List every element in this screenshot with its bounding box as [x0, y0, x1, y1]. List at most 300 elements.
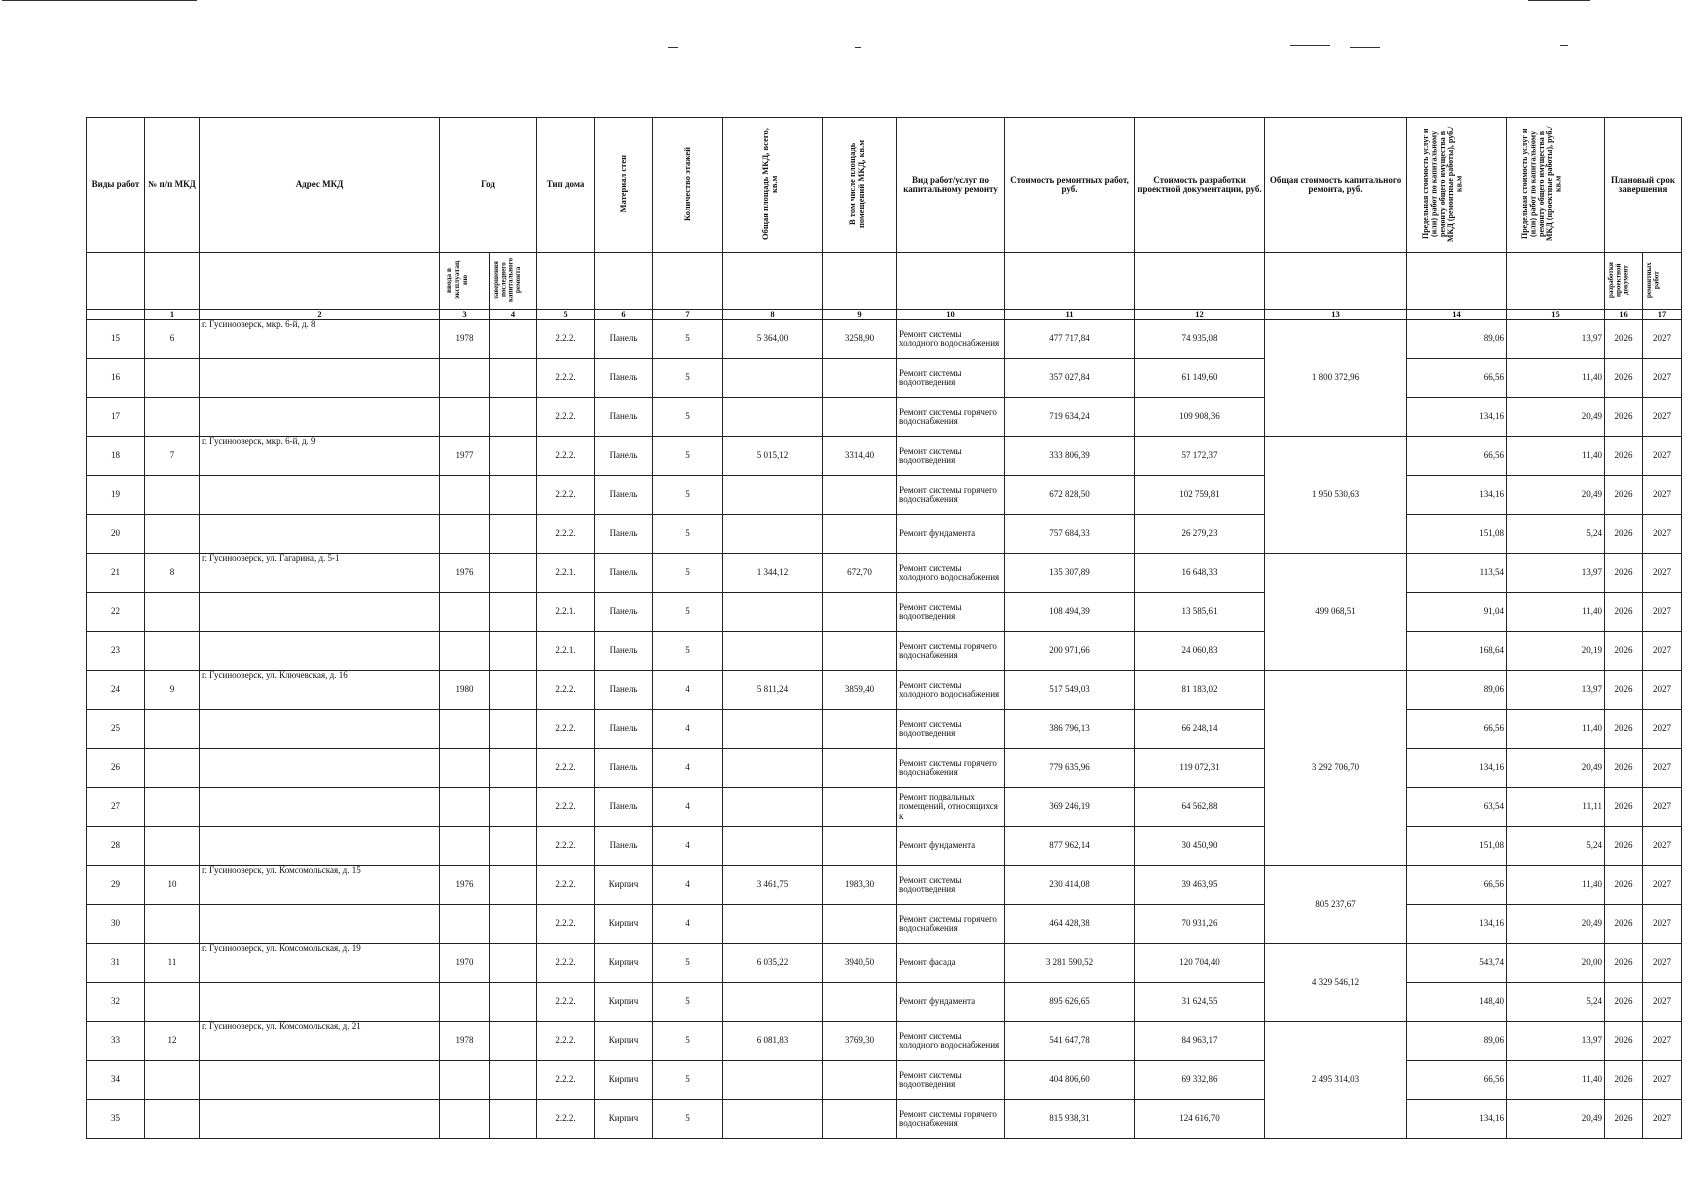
- limit-cost-design-cell: 5,24: [1507, 827, 1605, 866]
- row-number-cell: 35: [87, 1100, 145, 1139]
- wall-material-cell: Панель: [595, 359, 653, 398]
- capital-repair-table: [86, 117, 1682, 1139]
- plan-repair-year-cell: 2027: [1643, 1061, 1682, 1100]
- limit-cost-repair-cell: 134,16: [1407, 398, 1507, 437]
- table-row: [87, 983, 1682, 1022]
- limit-cost-repair-cell: 91,04: [1407, 593, 1507, 632]
- total-area-cell: 6 081,83: [723, 1022, 823, 1061]
- table-row: [87, 905, 1682, 944]
- design-cost-cell: 31 624,55: [1135, 983, 1265, 1022]
- design-cost-cell: 13 585,61: [1135, 593, 1265, 632]
- plan-design-year-cell: 2026: [1605, 944, 1643, 983]
- year-commission-cell: [440, 983, 490, 1022]
- plan-design-year-cell: 2026: [1605, 359, 1643, 398]
- total-area-cell: [723, 1061, 823, 1100]
- limit-cost-repair-cell: 66,56: [1407, 359, 1507, 398]
- mkd-number-cell: 11: [145, 944, 200, 983]
- mkd-number-cell: [145, 1061, 200, 1100]
- design-cost-cell: 57 172,37: [1135, 437, 1265, 476]
- year-last-repair-cell: [490, 671, 537, 710]
- design-cost-cell: 120 704,40: [1135, 944, 1265, 983]
- room-area-cell: [823, 359, 897, 398]
- column-number: [87, 310, 145, 320]
- column-number: 3: [440, 310, 490, 320]
- repair-cost-cell: 369 246,19: [1005, 788, 1135, 827]
- plan-design-year-cell: 2026: [1605, 1022, 1643, 1061]
- year-commission-cell: [440, 359, 490, 398]
- limit-cost-repair-cell: 134,16: [1407, 1100, 1507, 1139]
- room-area-cell: 3769,30: [823, 1022, 897, 1061]
- plan-repair-year-cell: 2027: [1643, 866, 1682, 905]
- floors-cell: 5: [653, 398, 723, 437]
- repair-cost-cell: 895 626,65: [1005, 983, 1135, 1022]
- limit-cost-design-cell: 13,97: [1507, 320, 1605, 359]
- repair-cost-cell: 672 828,50: [1005, 476, 1135, 515]
- room-area-cell: [823, 905, 897, 944]
- limit-cost-repair-cell: 148,40: [1407, 983, 1507, 1022]
- wall-material-cell: Кирпич: [595, 905, 653, 944]
- year-last-repair-cell: [490, 1061, 537, 1100]
- table-row: [87, 359, 1682, 398]
- house-type-cell: 2.2.2.: [537, 320, 595, 359]
- wall-material-cell: Панель: [595, 788, 653, 827]
- table-row: [87, 437, 1682, 476]
- floors-cell: 4: [653, 671, 723, 710]
- header-year-commission: ввода в эксплуатац ию: [440, 253, 490, 310]
- room-area-cell: [823, 593, 897, 632]
- address-cell: [200, 1061, 440, 1100]
- wall-material-cell: Кирпич: [595, 1061, 653, 1100]
- house-type-cell: 2.2.2.: [537, 398, 595, 437]
- house-type-cell: 2.2.2.: [537, 1022, 595, 1061]
- column-number: 6: [595, 310, 653, 320]
- address-cell: [200, 905, 440, 944]
- design-cost-cell: 66 248,14: [1135, 710, 1265, 749]
- house-type-cell: 2.2.2.: [537, 1061, 595, 1100]
- room-area-cell: [823, 515, 897, 554]
- total-area-cell: [723, 710, 823, 749]
- row-number-cell: 22: [87, 593, 145, 632]
- repair-cost-cell: 815 938,31: [1005, 1100, 1135, 1139]
- wall-material-cell: Панель: [595, 671, 653, 710]
- room-area-cell: [823, 476, 897, 515]
- table-row: [87, 1100, 1682, 1139]
- plan-repair-year-cell: 2027: [1643, 554, 1682, 593]
- header-plan-term: Плановый срок завершения: [1605, 118, 1682, 253]
- year-last-repair-cell: [490, 866, 537, 905]
- floors-cell: 5: [653, 1100, 723, 1139]
- wall-material-cell: Панель: [595, 749, 653, 788]
- design-cost-cell: 16 648,33: [1135, 554, 1265, 593]
- plan-repair-year-cell: 2027: [1643, 749, 1682, 788]
- year-last-repair-cell: [490, 905, 537, 944]
- table-row: [87, 554, 1682, 593]
- column-number: 4: [490, 310, 537, 320]
- limit-cost-repair-cell: 63,54: [1407, 788, 1507, 827]
- floors-cell: 5: [653, 476, 723, 515]
- repair-cost-cell: 464 428,38: [1005, 905, 1135, 944]
- row-number-cell: 30: [87, 905, 145, 944]
- plan-repair-year-cell: 2027: [1643, 1100, 1682, 1139]
- table-row: [87, 749, 1682, 788]
- limit-cost-design-cell: 5,24: [1507, 515, 1605, 554]
- design-cost-cell: 109 908,36: [1135, 398, 1265, 437]
- design-cost-cell: 61 149,60: [1135, 359, 1265, 398]
- address-cell: г. Гусиноозерск, ул. Комсомольская, д. 19: [200, 944, 440, 983]
- mkd-number-cell: 9: [145, 671, 200, 710]
- header-total-cost: Общая стоимость капитального ремонта, руб.: [1265, 118, 1407, 253]
- wall-material-cell: Панель: [595, 437, 653, 476]
- total-area-cell: [723, 788, 823, 827]
- table-row: [87, 515, 1682, 554]
- limit-cost-design-cell: 20,19: [1507, 632, 1605, 671]
- limit-cost-design-cell: 20,49: [1507, 905, 1605, 944]
- mkd-number-cell: [145, 476, 200, 515]
- limit-cost-repair-cell: 151,08: [1407, 827, 1507, 866]
- scan-top-marks: [0, 0, 1698, 60]
- house-type-cell: 2.2.2.: [537, 359, 595, 398]
- table-row: [87, 1022, 1682, 1061]
- repair-cost-cell: 108 494,39: [1005, 593, 1135, 632]
- work-type-cell: Ремонт системы холодного водоснабжения: [897, 320, 1005, 359]
- house-type-cell: 2.2.2.: [537, 749, 595, 788]
- work-type-cell: Ремонт фундамента: [897, 983, 1005, 1022]
- design-cost-cell: 69 332,86: [1135, 1061, 1265, 1100]
- wall-material-cell: Кирпич: [595, 944, 653, 983]
- column-number: 12: [1135, 310, 1265, 320]
- column-number: 16: [1605, 310, 1643, 320]
- house-type-cell: 2.2.2.: [537, 866, 595, 905]
- table-row: [87, 827, 1682, 866]
- year-commission-cell: 1976: [440, 554, 490, 593]
- total-area-cell: 3 461,75: [723, 866, 823, 905]
- total-area-cell: [723, 1100, 823, 1139]
- year-last-repair-cell: [490, 632, 537, 671]
- room-area-cell: 3940,50: [823, 944, 897, 983]
- limit-cost-design-cell: 13,97: [1507, 671, 1605, 710]
- wall-material-cell: Кирпич: [595, 983, 653, 1022]
- work-type-cell: Ремонт системы горячего водоснабжения: [897, 1100, 1005, 1139]
- room-area-cell: [823, 1061, 897, 1100]
- floors-cell: 4: [653, 749, 723, 788]
- year-last-repair-cell: [490, 398, 537, 437]
- plan-design-year-cell: 2026: [1605, 827, 1643, 866]
- year-commission-cell: 1980: [440, 671, 490, 710]
- column-number: 14: [1407, 310, 1507, 320]
- plan-design-year-cell: 2026: [1605, 983, 1643, 1022]
- house-type-cell: 2.2.2.: [537, 1100, 595, 1139]
- header-plan-repair: ремонтных работ: [1643, 253, 1682, 310]
- repair-cost-cell: 877 962,14: [1005, 827, 1135, 866]
- mkd-number-cell: [145, 749, 200, 788]
- room-area-cell: 672,70: [823, 554, 897, 593]
- plan-repair-year-cell: 2027: [1643, 476, 1682, 515]
- header-total-area: Общая площадь МКД, всего, кв.м: [723, 118, 823, 253]
- floors-cell: 5: [653, 515, 723, 554]
- table-row: [87, 593, 1682, 632]
- total-area-cell: [723, 905, 823, 944]
- row-number-cell: 23: [87, 632, 145, 671]
- design-cost-cell: 119 072,31: [1135, 749, 1265, 788]
- table-row: [87, 398, 1682, 437]
- table-row: [87, 320, 1682, 359]
- header-limit-cost-design: Предельная стоимость услуг и (или) работ по капитальному ремонту общего имущества в МКД (проектные работы), руб./кв.м: [1507, 118, 1605, 253]
- limit-cost-repair-cell: 168,64: [1407, 632, 1507, 671]
- total-area-cell: [723, 983, 823, 1022]
- plan-design-year-cell: 2026: [1605, 515, 1643, 554]
- room-area-cell: [823, 788, 897, 827]
- plan-design-year-cell: 2026: [1605, 437, 1643, 476]
- address-cell: г. Гусиноозерск, ул. Гагарина, д. 5-1: [200, 554, 440, 593]
- table-body: [87, 320, 1682, 1139]
- total-area-cell: [723, 749, 823, 788]
- row-number-cell: 29: [87, 866, 145, 905]
- year-commission-cell: [440, 593, 490, 632]
- floors-cell: 5: [653, 554, 723, 593]
- design-cost-cell: 124 616,70: [1135, 1100, 1265, 1139]
- plan-repair-year-cell: 2027: [1643, 320, 1682, 359]
- plan-repair-year-cell: 2027: [1643, 788, 1682, 827]
- plan-design-year-cell: 2026: [1605, 1100, 1643, 1139]
- year-commission-cell: [440, 710, 490, 749]
- year-commission-cell: [440, 1100, 490, 1139]
- limit-cost-repair-cell: 66,56: [1407, 710, 1507, 749]
- table-row: [87, 710, 1682, 749]
- house-type-cell: 2.2.2.: [537, 710, 595, 749]
- row-number-cell: 31: [87, 944, 145, 983]
- room-area-cell: [823, 983, 897, 1022]
- work-type-cell: Ремонт системы горячего водоснабжения: [897, 632, 1005, 671]
- mkd-number-cell: [145, 359, 200, 398]
- floors-cell: 5: [653, 944, 723, 983]
- work-type-cell: Ремонт системы водоотведения: [897, 437, 1005, 476]
- work-type-cell: Ремонт фундамента: [897, 827, 1005, 866]
- plan-design-year-cell: 2026: [1605, 866, 1643, 905]
- total-area-cell: [723, 632, 823, 671]
- mkd-number-cell: 12: [145, 1022, 200, 1061]
- year-commission-cell: 1970: [440, 944, 490, 983]
- row-number-cell: 17: [87, 398, 145, 437]
- plan-design-year-cell: 2026: [1605, 554, 1643, 593]
- mkd-number-cell: [145, 632, 200, 671]
- room-area-cell: [823, 827, 897, 866]
- plan-repair-year-cell: 2027: [1643, 905, 1682, 944]
- address-cell: [200, 749, 440, 788]
- repair-cost-cell: 230 414,08: [1005, 866, 1135, 905]
- column-numbers-row: [87, 310, 1682, 320]
- house-type-cell: 2.2.2.: [537, 671, 595, 710]
- repair-cost-cell: 719 634,24: [1005, 398, 1135, 437]
- plan-repair-year-cell: 2027: [1643, 359, 1682, 398]
- limit-cost-design-cell: 20,49: [1507, 476, 1605, 515]
- table-row: [87, 866, 1682, 905]
- repair-cost-cell: 135 307,89: [1005, 554, 1135, 593]
- mkd-number-cell: [145, 905, 200, 944]
- column-number: 11: [1005, 310, 1135, 320]
- limit-cost-repair-cell: 134,16: [1407, 749, 1507, 788]
- header-year: Год: [440, 118, 537, 253]
- plan-repair-year-cell: 2027: [1643, 983, 1682, 1022]
- room-area-cell: 3258,90: [823, 320, 897, 359]
- house-type-cell: 2.2.2.: [537, 788, 595, 827]
- work-type-cell: Ремонт системы водоотведения: [897, 593, 1005, 632]
- table-row: [87, 476, 1682, 515]
- row-number-cell: 28: [87, 827, 145, 866]
- design-cost-cell: 84 963,17: [1135, 1022, 1265, 1061]
- limit-cost-repair-cell: 151,08: [1407, 515, 1507, 554]
- house-type-cell: 2.2.2.: [537, 827, 595, 866]
- floors-cell: 5: [653, 320, 723, 359]
- limit-cost-design-cell: 11,40: [1507, 1061, 1605, 1100]
- header-plan-design: разработки проектной документ: [1605, 253, 1643, 310]
- year-last-repair-cell: [490, 554, 537, 593]
- total-area-cell: [723, 593, 823, 632]
- header-year-last-repair: завершения последнего капитального ремонта: [490, 253, 537, 310]
- year-last-repair-cell: [490, 1100, 537, 1139]
- year-last-repair-cell: [490, 359, 537, 398]
- wall-material-cell: Панель: [595, 593, 653, 632]
- floors-cell: 4: [653, 788, 723, 827]
- address-cell: [200, 515, 440, 554]
- wall-material-cell: Кирпич: [595, 1100, 653, 1139]
- year-last-repair-cell: [490, 983, 537, 1022]
- plan-repair-year-cell: 2027: [1643, 671, 1682, 710]
- address-cell: г. Гусиноозерск, ул. Комсомольская, д. 21: [200, 1022, 440, 1061]
- plan-repair-year-cell: 2027: [1643, 944, 1682, 983]
- work-type-cell: Ремонт фундамента: [897, 515, 1005, 554]
- table-row: [87, 944, 1682, 983]
- address-cell: [200, 359, 440, 398]
- row-number-cell: 33: [87, 1022, 145, 1061]
- room-area-cell: [823, 710, 897, 749]
- house-type-cell: 2.2.2.: [537, 983, 595, 1022]
- mkd-number-cell: [145, 710, 200, 749]
- mkd-number-cell: 7: [145, 437, 200, 476]
- limit-cost-repair-cell: 543,74: [1407, 944, 1507, 983]
- total-area-cell: 5 364,00: [723, 320, 823, 359]
- plan-repair-year-cell: 2027: [1643, 827, 1682, 866]
- floors-cell: 4: [653, 710, 723, 749]
- year-commission-cell: [440, 749, 490, 788]
- year-last-repair-cell: [490, 749, 537, 788]
- plan-design-year-cell: 2026: [1605, 320, 1643, 359]
- design-cost-cell: 70 931,26: [1135, 905, 1265, 944]
- column-number: 7: [653, 310, 723, 320]
- mkd-number-cell: 6: [145, 320, 200, 359]
- wall-material-cell: Панель: [595, 710, 653, 749]
- table-row: [87, 788, 1682, 827]
- repair-cost-cell: 757 684,33: [1005, 515, 1135, 554]
- row-number-cell: 27: [87, 788, 145, 827]
- header-address: Адрес МКД: [200, 118, 440, 253]
- mkd-number-cell: [145, 1100, 200, 1139]
- table-row: [87, 632, 1682, 671]
- year-last-repair-cell: [490, 320, 537, 359]
- year-commission-cell: [440, 398, 490, 437]
- limit-cost-repair-cell: 134,16: [1407, 905, 1507, 944]
- address-cell: [200, 983, 440, 1022]
- column-number: 9: [823, 310, 897, 320]
- total-cost-cell: 1 800 372,96: [1265, 320, 1407, 437]
- year-commission-cell: [440, 905, 490, 944]
- year-commission-cell: 1977: [440, 437, 490, 476]
- column-number: 8: [723, 310, 823, 320]
- address-cell: [200, 476, 440, 515]
- year-last-repair-cell: [490, 827, 537, 866]
- room-area-cell: 3314,40: [823, 437, 897, 476]
- total-cost-cell: 805 237,67: [1265, 866, 1407, 944]
- header-repair-cost: Стоимость ремонтных работ, руб.: [1005, 118, 1135, 253]
- mkd-number-cell: [145, 398, 200, 437]
- plan-design-year-cell: 2026: [1605, 398, 1643, 437]
- total-area-cell: [723, 476, 823, 515]
- plan-design-year-cell: 2026: [1605, 749, 1643, 788]
- address-cell: г. Гусиноозерск, мкр. 6-й, д. 9: [200, 437, 440, 476]
- column-number: 15: [1507, 310, 1605, 320]
- mkd-number-cell: 8: [145, 554, 200, 593]
- design-cost-cell: 64 562,88: [1135, 788, 1265, 827]
- column-number: 10: [897, 310, 1005, 320]
- year-commission-cell: [440, 632, 490, 671]
- total-area-cell: [723, 398, 823, 437]
- design-cost-cell: 39 463,95: [1135, 866, 1265, 905]
- limit-cost-design-cell: 11,40: [1507, 866, 1605, 905]
- floors-cell: 4: [653, 905, 723, 944]
- wall-material-cell: Панель: [595, 827, 653, 866]
- repair-cost-cell: 477 717,84: [1005, 320, 1135, 359]
- year-last-repair-cell: [490, 515, 537, 554]
- row-number-cell: 18: [87, 437, 145, 476]
- wall-material-cell: Кирпич: [595, 1022, 653, 1061]
- mkd-number-cell: 10: [145, 866, 200, 905]
- plan-repair-year-cell: 2027: [1643, 437, 1682, 476]
- house-type-cell: 2.2.2.: [537, 437, 595, 476]
- address-cell: г. Гусиноозерск, мкр. 6-й, д. 8: [200, 320, 440, 359]
- repair-cost-cell: 3 281 590,52: [1005, 944, 1135, 983]
- year-last-repair-cell: [490, 944, 537, 983]
- floors-cell: 5: [653, 1061, 723, 1100]
- mkd-number-cell: [145, 983, 200, 1022]
- address-cell: [200, 398, 440, 437]
- repair-cost-cell: 779 635,96: [1005, 749, 1135, 788]
- design-cost-cell: 102 759,81: [1135, 476, 1265, 515]
- limit-cost-design-cell: 11,40: [1507, 359, 1605, 398]
- total-cost-cell: 4 329 546,12: [1265, 944, 1407, 1022]
- mkd-number-cell: [145, 827, 200, 866]
- plan-design-year-cell: 2026: [1605, 905, 1643, 944]
- row-number-cell: 15: [87, 320, 145, 359]
- room-area-cell: [823, 749, 897, 788]
- repair-cost-cell: 386 796,13: [1005, 710, 1135, 749]
- work-type-cell: Ремонт системы холодного водоснабжения: [897, 671, 1005, 710]
- house-type-cell: 2.2.1.: [537, 554, 595, 593]
- repair-cost-cell: 517 549,03: [1005, 671, 1135, 710]
- address-cell: [200, 788, 440, 827]
- limit-cost-repair-cell: 134,16: [1407, 476, 1507, 515]
- header-house-type: Тип дома: [537, 118, 595, 253]
- limit-cost-design-cell: 20,49: [1507, 1100, 1605, 1139]
- repair-cost-cell: 404 806,60: [1005, 1061, 1135, 1100]
- work-type-cell: Ремонт подвальных помещений, относящихся к: [897, 788, 1005, 827]
- row-number-cell: 16: [87, 359, 145, 398]
- plan-repair-year-cell: 2027: [1643, 593, 1682, 632]
- address-cell: [200, 710, 440, 749]
- plan-design-year-cell: 2026: [1605, 671, 1643, 710]
- limit-cost-repair-cell: 66,56: [1407, 1061, 1507, 1100]
- row-number-cell: 25: [87, 710, 145, 749]
- repair-cost-cell: 541 647,78: [1005, 1022, 1135, 1061]
- room-area-cell: [823, 398, 897, 437]
